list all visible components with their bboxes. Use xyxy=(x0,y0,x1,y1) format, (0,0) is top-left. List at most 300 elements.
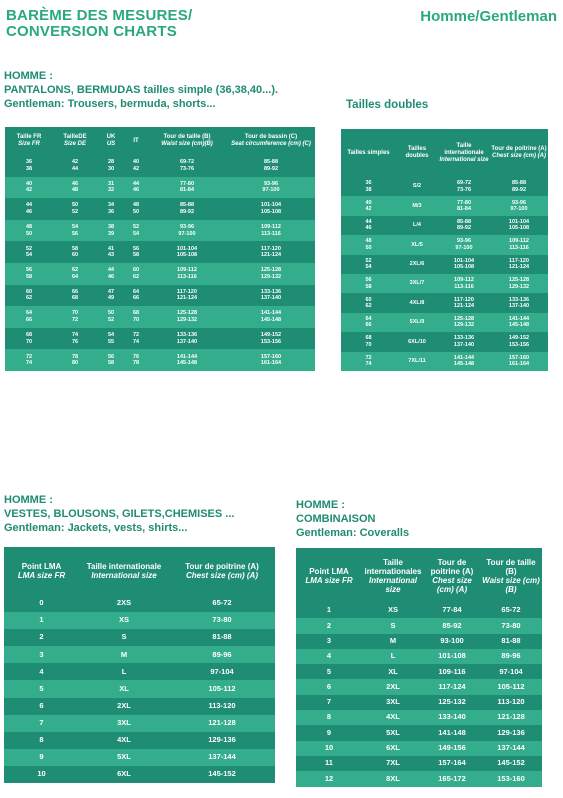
header-row xyxy=(4,547,275,595)
section-jackets-line1: HOMME : xyxy=(4,494,53,506)
table-row xyxy=(5,306,315,328)
table-cell: 93-100 xyxy=(424,634,480,649)
table-cell: 125-128 129-132 xyxy=(147,306,227,328)
table-cell: 97-104 xyxy=(480,664,542,679)
table-cell: 93-96 97-100 xyxy=(490,196,548,215)
table-cell: 54 56 xyxy=(53,220,97,242)
column-header-label: IT xyxy=(133,137,139,144)
table-cell: 58 60 xyxy=(53,241,97,263)
table-row xyxy=(5,328,315,350)
table-cell: 28 30 xyxy=(97,155,125,177)
table-row xyxy=(296,679,542,694)
table-row xyxy=(4,680,275,697)
column-header xyxy=(79,547,169,595)
column-header xyxy=(480,548,542,603)
jackets-size-table xyxy=(4,547,275,783)
table-cell: L xyxy=(79,663,169,680)
table-cell: 77-80 81-84 xyxy=(147,177,227,199)
section-doubles-heading: Tailles doubles xyxy=(346,99,429,111)
table-cell: 133-140 xyxy=(424,710,480,725)
table-row xyxy=(5,177,315,199)
table-cell: 101-104 105-108 xyxy=(490,216,548,235)
table-cell: 66 68 xyxy=(53,285,97,307)
table-row xyxy=(4,715,275,732)
table-row xyxy=(5,241,315,263)
table-row xyxy=(341,255,548,274)
table-cell: 133-136 137-140 xyxy=(490,293,548,312)
jackets-table-header xyxy=(4,547,275,595)
table-cell: 69-72 73-76 xyxy=(438,177,490,196)
table-cell: 64 66 xyxy=(341,313,396,332)
column-header xyxy=(4,547,79,595)
table-cell: 46 48 xyxy=(53,177,97,199)
table-cell: 1 xyxy=(4,612,79,629)
table-cell: 109-112 113-116 xyxy=(227,220,315,242)
table-cell: 76 78 xyxy=(125,349,147,371)
column-header-translation: LMA size FR xyxy=(17,571,66,580)
section-coveralls-line1: HOMME : xyxy=(296,499,345,511)
table-cell: 2XL xyxy=(362,679,424,694)
column-header-label: Tour de poitrine (A) xyxy=(430,557,474,576)
table-cell: XL xyxy=(362,664,424,679)
table-row xyxy=(341,293,548,312)
column-header-label: Taille internationale xyxy=(86,562,162,571)
table-row xyxy=(296,725,542,740)
column-header-translation: Chest size (cm) (A) xyxy=(491,153,546,159)
table-row xyxy=(4,612,275,629)
column-header-translation: Waist size (cm) (B) xyxy=(482,575,540,594)
table-cell: 133-136 137-140 xyxy=(227,285,315,307)
column-header-label: Taille internationale xyxy=(444,142,484,156)
table-row xyxy=(296,603,542,618)
table-cell: 52 54 xyxy=(125,220,147,242)
table-cell: L/4 xyxy=(396,216,438,235)
table-cell: 68 70 xyxy=(125,306,147,328)
table-cell: 3XL xyxy=(79,715,169,732)
column-header-translation: Waist size (cm)(B) xyxy=(161,141,213,147)
table-row xyxy=(5,155,315,177)
table-cell: 31 32 xyxy=(97,177,125,199)
table-cell: 117-120 121-124 xyxy=(227,241,315,263)
column-header-translation: International size xyxy=(91,571,157,580)
table-cell: 6 xyxy=(296,679,362,694)
table-cell: 9 xyxy=(4,749,79,766)
trousers-size-table xyxy=(5,127,315,371)
table-cell: 72 74 xyxy=(125,328,147,350)
column-header-label: Point LMA xyxy=(309,566,349,576)
page-title xyxy=(6,8,192,40)
table-row xyxy=(5,220,315,242)
table-row xyxy=(341,216,548,235)
table-cell: 6XL xyxy=(362,741,424,756)
table-row xyxy=(5,285,315,307)
table-cell: 52 54 xyxy=(341,255,396,274)
column-header xyxy=(125,127,147,155)
column-header xyxy=(362,548,424,603)
table-row xyxy=(296,649,542,664)
table-cell: XL/5 xyxy=(396,235,438,254)
table-cell: 44 46 xyxy=(341,216,396,235)
table-cell: XS xyxy=(79,612,169,629)
column-header-label: Point LMA xyxy=(21,562,62,571)
table-cell: XL xyxy=(79,680,169,697)
table-cell: 137-144 xyxy=(169,749,275,766)
table-cell: 69-72 73-76 xyxy=(147,155,227,177)
table-cell: 11 xyxy=(296,756,362,771)
table-cell: 89-96 xyxy=(169,646,275,663)
table-cell: 129-136 xyxy=(480,725,542,740)
table-cell: 145-152 xyxy=(480,756,542,771)
table-cell: 56 58 xyxy=(125,241,147,263)
column-header-label: UK xyxy=(106,134,116,140)
table-cell: 62 64 xyxy=(53,263,97,285)
column-header-label: TailleDE xyxy=(63,134,87,140)
column-header-label: Tour de poitrine (A) xyxy=(185,562,259,571)
table-row xyxy=(296,618,542,633)
table-cell: 7 xyxy=(296,695,362,710)
table-cell: 101-108 xyxy=(424,649,480,664)
table-cell: 149-156 xyxy=(424,741,480,756)
table-cell: 73-80 xyxy=(480,618,542,633)
table-cell: 10 xyxy=(296,741,362,756)
column-header-translation: Size DE xyxy=(63,141,86,147)
table-row xyxy=(296,771,542,786)
table-cell: 157-160 161-164 xyxy=(227,349,315,371)
table-cell: 125-132 xyxy=(424,695,480,710)
table-cell: 6XL/10 xyxy=(396,332,438,351)
table-cell: 50 52 xyxy=(97,306,125,328)
table-cell: 101-104 105-108 xyxy=(438,255,490,274)
header-row xyxy=(341,129,548,177)
table-cell: 153-160 xyxy=(480,771,542,786)
table-row xyxy=(4,629,275,646)
table-cell: 93-96 97-100 xyxy=(227,177,315,199)
table-cell: 50 52 xyxy=(53,198,97,220)
column-header xyxy=(490,129,548,177)
table-cell: 65-72 xyxy=(169,595,275,612)
column-header-label: Tour de bassin (C) xyxy=(244,134,298,140)
table-row xyxy=(4,766,275,783)
column-header-translation: LMA size FR xyxy=(305,575,353,585)
table-cell: M xyxy=(79,646,169,663)
table-cell: 7 xyxy=(4,715,79,732)
table-cell: 117-124 xyxy=(424,679,480,694)
double-size-table xyxy=(341,129,548,371)
table-cell: 3 xyxy=(4,646,79,663)
column-header xyxy=(296,548,362,603)
table-cell: 36 38 xyxy=(5,155,53,177)
table-cell: S xyxy=(79,629,169,646)
section-coveralls-line3: Gentleman: Coveralls xyxy=(296,527,410,539)
table-row xyxy=(341,235,548,254)
table-row xyxy=(4,646,275,663)
table-cell: 8 xyxy=(4,732,79,749)
table-row xyxy=(296,741,542,756)
double-table-body xyxy=(341,177,548,371)
table-cell: 0 xyxy=(4,595,79,612)
table-row xyxy=(296,756,542,771)
table-cell: 47 49 xyxy=(97,285,125,307)
table-cell: 74 76 xyxy=(53,328,97,350)
table-row xyxy=(341,196,548,215)
table-row xyxy=(4,663,275,680)
table-row xyxy=(5,263,315,285)
table-cell: 141-144 145-148 xyxy=(227,306,315,328)
page-title-line1: BARÈME DES MESURES/ xyxy=(6,7,193,24)
table-cell: 117-120 121-124 xyxy=(490,255,548,274)
table-cell: 117-120 121-124 xyxy=(147,285,227,307)
table-row xyxy=(4,698,275,715)
table-cell: 65-72 xyxy=(480,603,542,618)
table-cell: 12 xyxy=(296,771,362,786)
table-cell: 121-128 xyxy=(480,710,542,725)
table-cell: 137-144 xyxy=(480,741,542,756)
table-cell: XS xyxy=(362,603,424,618)
table-cell: 60 62 xyxy=(5,285,53,307)
table-cell: 109-116 xyxy=(424,664,480,679)
table-cell: 6 xyxy=(4,698,79,715)
table-cell: 117-120 121-124 xyxy=(438,293,490,312)
table-cell: 85-88 89-92 xyxy=(438,216,490,235)
trousers-table-body xyxy=(5,155,315,371)
table-cell: 5XL xyxy=(362,725,424,740)
table-cell: 133-136 137-140 xyxy=(147,328,227,350)
column-header-label: Taille internationales xyxy=(364,557,422,576)
table-cell: 78 80 xyxy=(53,349,97,371)
section-jackets-line3: Gentleman: Jackets, vests, shirts... xyxy=(4,522,188,534)
table-cell: 40 42 xyxy=(125,155,147,177)
table-cell: 7XL xyxy=(362,756,424,771)
column-header xyxy=(5,127,53,155)
table-cell: 48 50 xyxy=(341,235,396,254)
table-cell: 113-120 xyxy=(480,695,542,710)
double-table-header xyxy=(341,129,548,177)
table-cell: 70 72 xyxy=(53,306,97,328)
table-cell: 60 62 xyxy=(125,263,147,285)
table-cell: 36 38 xyxy=(341,177,396,196)
table-cell: M xyxy=(362,634,424,649)
jackets-table-body xyxy=(4,595,275,783)
table-row xyxy=(296,664,542,679)
table-cell: 109-112 113-116 xyxy=(147,263,227,285)
table-cell: 5 xyxy=(296,664,362,679)
table-cell: 125-128 129-132 xyxy=(438,313,490,332)
table-cell: 52 54 xyxy=(5,241,53,263)
table-cell: 56 58 xyxy=(5,263,53,285)
table-cell: 157-160 161-164 xyxy=(490,352,548,371)
column-header-translation: Size FR xyxy=(18,141,40,147)
table-cell: 7XL/11 xyxy=(396,352,438,371)
section-coveralls-heading xyxy=(296,498,409,540)
table-cell: 3XL xyxy=(362,695,424,710)
table-row xyxy=(341,274,548,293)
table-cell: 54 55 xyxy=(97,328,125,350)
table-row xyxy=(296,695,542,710)
table-cell: 2 xyxy=(4,629,79,646)
column-header-label: Tour de taille (B) xyxy=(486,557,536,576)
section-jackets-heading xyxy=(4,493,234,535)
table-cell: 73-80 xyxy=(169,612,275,629)
table-cell: 34 36 xyxy=(97,198,125,220)
table-cell: 145-152 xyxy=(169,766,275,783)
section-trousers-line1: HOMME : xyxy=(4,70,53,82)
table-row xyxy=(5,198,315,220)
table-cell: L xyxy=(362,649,424,664)
table-cell: 2XL/6 xyxy=(396,255,438,274)
header-row xyxy=(296,548,542,603)
column-header xyxy=(169,547,275,595)
table-cell: 93-96 97-100 xyxy=(438,235,490,254)
table-cell: 157-164 xyxy=(424,756,480,771)
table-row xyxy=(341,313,548,332)
column-header-translation: Chest size (cm) (A) xyxy=(185,571,258,580)
table-cell: 4XL xyxy=(362,710,424,725)
table-cell: 93-96 97-100 xyxy=(147,220,227,242)
table-row xyxy=(341,352,548,371)
table-cell: 72 74 xyxy=(5,349,53,371)
table-cell: 40 42 xyxy=(341,196,396,215)
table-cell: 77-80 81-84 xyxy=(438,196,490,215)
table-cell: 44 46 xyxy=(125,177,147,199)
section-trousers-line3: Gentleman: Trousers, bermuda, shorts... xyxy=(4,98,216,110)
table-row xyxy=(4,749,275,766)
table-row xyxy=(4,595,275,612)
table-cell: 141-144 145-148 xyxy=(147,349,227,371)
table-cell: 133-136 137-140 xyxy=(438,332,490,351)
table-cell: S/2 xyxy=(396,177,438,196)
table-cell: 4XL/8 xyxy=(396,293,438,312)
table-cell: 40 42 xyxy=(5,177,53,199)
table-row xyxy=(5,349,315,371)
column-header-translation: International size xyxy=(368,575,417,594)
table-row xyxy=(296,634,542,649)
table-cell: 81-88 xyxy=(169,629,275,646)
table-cell: 85-88 89-92 xyxy=(490,177,548,196)
table-cell: 44 46 xyxy=(97,263,125,285)
table-cell: 2XS xyxy=(79,595,169,612)
table-cell: 10 xyxy=(4,766,79,783)
column-header xyxy=(53,127,97,155)
table-cell: 121-128 xyxy=(169,715,275,732)
table-row xyxy=(341,332,548,351)
table-row xyxy=(4,732,275,749)
table-cell: 42 44 xyxy=(53,155,97,177)
coveralls-table-header xyxy=(296,548,542,603)
column-header-translation: Seat circumference (cm) (C) xyxy=(231,141,311,147)
table-cell: 68 70 xyxy=(341,332,396,351)
column-header-label: Tailles simples xyxy=(347,149,390,156)
table-cell: 56 58 xyxy=(341,274,396,293)
table-cell: 41 43 xyxy=(97,241,125,263)
table-cell: 5XL/9 xyxy=(396,313,438,332)
table-cell: 165-172 xyxy=(424,771,480,786)
table-cell: 5XL xyxy=(79,749,169,766)
coveralls-size-table xyxy=(296,548,542,787)
table-cell: 5 xyxy=(4,680,79,697)
table-cell: 109-112 113-116 xyxy=(490,235,548,254)
table-cell: 48 50 xyxy=(5,220,53,242)
table-cell: 64 66 xyxy=(125,285,147,307)
section-jackets-line2: VESTES, BLOUSONS, GILETS,CHEMISES ... xyxy=(4,508,235,520)
table-cell: 85-92 xyxy=(424,618,480,633)
table-cell: 125-128 129-132 xyxy=(227,263,315,285)
table-cell: M/3 xyxy=(396,196,438,215)
section-coveralls-line2: COMBINAISON xyxy=(296,513,376,525)
table-cell: 1 xyxy=(296,603,362,618)
column-header xyxy=(424,548,480,603)
table-cell: 109-112 113-116 xyxy=(438,274,490,293)
table-cell: 141-144 145-148 xyxy=(490,313,548,332)
column-header xyxy=(341,129,396,177)
table-row xyxy=(341,177,548,196)
table-cell: 64 66 xyxy=(5,306,53,328)
table-cell: 113-120 xyxy=(169,698,275,715)
table-cell: S xyxy=(362,618,424,633)
table-cell: 4 xyxy=(4,663,79,680)
table-cell: 38 39 xyxy=(97,220,125,242)
table-cell: 101-104 105-108 xyxy=(147,241,227,263)
table-cell: 9 xyxy=(296,725,362,740)
column-header-label: Tour de poitrine (A) xyxy=(491,146,547,152)
coveralls-table-body xyxy=(296,603,542,787)
table-row xyxy=(296,710,542,725)
table-cell: 48 50 xyxy=(125,198,147,220)
table-cell: 8 xyxy=(296,710,362,725)
table-cell: 81-88 xyxy=(480,634,542,649)
table-cell: 60 62 xyxy=(341,293,396,312)
column-header xyxy=(227,127,315,155)
table-cell: 8XL xyxy=(362,771,424,786)
section-trousers-heading xyxy=(4,69,278,111)
column-header-translation: US xyxy=(106,141,116,147)
table-cell: 4 xyxy=(296,649,362,664)
column-header xyxy=(438,129,490,177)
column-header-translation: Chest size (cm) (A) xyxy=(432,575,472,594)
header-row xyxy=(5,127,315,155)
table-cell: 85-88 89-92 xyxy=(147,198,227,220)
table-cell: 2 xyxy=(296,618,362,633)
page-title-line2: CONVERSION CHARTS xyxy=(6,23,177,40)
column-header-translation: International size xyxy=(439,156,489,163)
table-cell: 89-96 xyxy=(480,649,542,664)
table-cell: 77-84 xyxy=(424,603,480,618)
table-cell: 141-144 145-148 xyxy=(438,352,490,371)
column-header-label: Taille FR xyxy=(16,134,42,140)
table-cell: 149-152 153-156 xyxy=(490,332,548,351)
table-cell: 68 70 xyxy=(5,328,53,350)
table-cell: 141-148 xyxy=(424,725,480,740)
table-cell: 3XL/7 xyxy=(396,274,438,293)
table-cell: 149-152 153-156 xyxy=(227,328,315,350)
table-cell: 125-128 129-132 xyxy=(490,274,548,293)
table-cell: 44 46 xyxy=(5,198,53,220)
table-cell: 105-112 xyxy=(169,680,275,697)
section-trousers-line2: PANTALONS, BERMUDAS tailles simple (36,38,40...). xyxy=(4,84,279,96)
table-cell: 72 74 xyxy=(341,352,396,371)
trousers-table-header xyxy=(5,127,315,155)
table-cell: 129-136 xyxy=(169,732,275,749)
table-cell: 3 xyxy=(296,634,362,649)
table-cell: 105-112 xyxy=(480,679,542,694)
column-header-label: Tour de taille (B) xyxy=(163,134,211,140)
table-cell: 6XL xyxy=(79,766,169,783)
column-header xyxy=(97,127,125,155)
table-cell: 56 58 xyxy=(97,349,125,371)
table-cell: 97-104 xyxy=(169,663,275,680)
column-header xyxy=(396,129,438,177)
gender-title: Homme/Gentleman xyxy=(420,8,557,25)
table-cell: 101-104 105-108 xyxy=(227,198,315,220)
